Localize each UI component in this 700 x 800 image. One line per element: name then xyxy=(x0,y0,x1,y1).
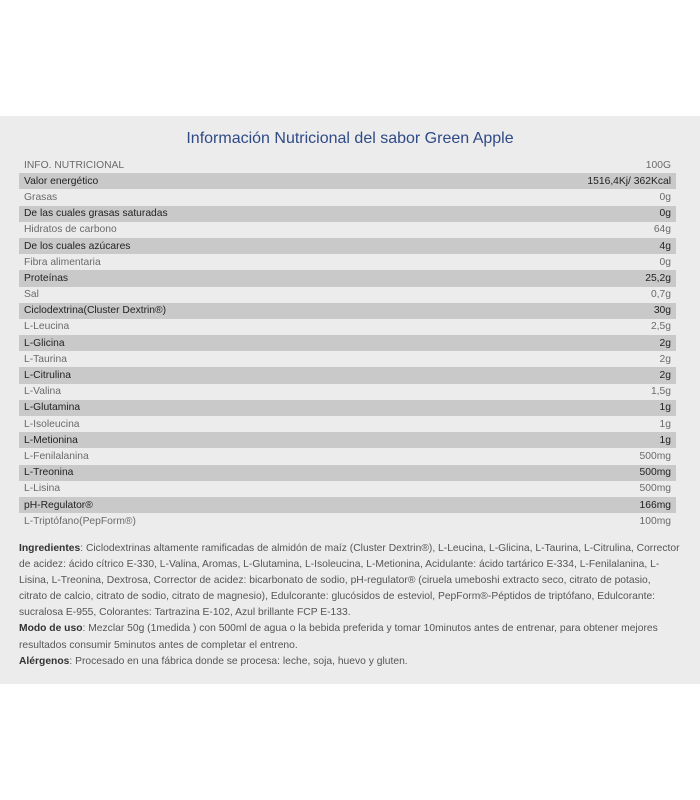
nutrient-label: De las cuales grasas saturadas xyxy=(24,208,168,220)
nutrient-value: 100mg xyxy=(639,515,671,527)
nutrient-value: 1g xyxy=(659,434,671,446)
nutrient-value: 0g xyxy=(659,208,671,220)
usage-label: Modo de uso xyxy=(19,623,83,635)
allergens-label: Alérgenos xyxy=(19,655,70,667)
nutrient-label: pH-Regulator® xyxy=(24,499,93,511)
table-row xyxy=(19,400,676,416)
nutrient-value: 500mg xyxy=(639,467,671,479)
nutrient-value: 1516,4Kj/ 362Kcal xyxy=(587,175,671,187)
nutrient-value: 0g xyxy=(659,191,671,203)
nutrient-label: De los cuales azúcares xyxy=(24,240,131,252)
table-row xyxy=(19,351,676,367)
table-header-value: 100G xyxy=(645,159,671,171)
nutrient-value: 500mg xyxy=(639,450,671,462)
nutrient-label: L-Glutamina xyxy=(24,402,81,414)
table-row xyxy=(19,238,676,254)
nutrient-value: 2g xyxy=(659,353,671,365)
allergens-paragraph xyxy=(19,654,681,670)
nutrient-label: L-Taurina xyxy=(24,353,67,365)
table-row xyxy=(19,448,676,464)
usage-text: : Mezclar 50g (1medida ) con 500ml de agua o la bebida preferida y tomar 10minutos antes de entrenar, para obtener mejores resultados consumir 5minutos antes de completar el entreno. xyxy=(19,623,658,651)
nutrient-label: Fibra alimentaria xyxy=(24,256,101,268)
ingredients-paragraph xyxy=(19,541,681,621)
product-notes xyxy=(19,541,681,670)
table-row xyxy=(19,367,676,383)
table-row xyxy=(19,270,676,286)
table-row xyxy=(19,287,676,303)
ingredients-text: : Ciclodextrinas altamente ramificadas de almidón de maíz (Cluster Dextrin®), L-Leucina, L-Glicina, L-Taurina, L-Citrulina, Corrector de acidez: ácido cítrico E-330, L-Valina, Aromas, L-Glutamina, L-Isoleucina, L-Metionina, Acidulante: ácido tartárico E-334, L-Fenilalanina, L-Lisina, L-Treonina, Dextrosa, Corrector de acidez: bicarbonato de sodio, pH-regulator® (ciruela umeboshi extracto seco, citrato de potasio, citrato de calcio, citrato de sodio, citrato de magnesio), Edulcorante: glucósidos de esteviol, PepForm®-Péptidos de triptófano, Edulcorante: sucralosa E-955, Colorantes: Tartrazina E-102, Azul brillante FCP E-133. xyxy=(19,543,680,619)
nutrient-label: Valor energético xyxy=(24,175,99,187)
nutrient-value: 2g xyxy=(659,337,671,349)
allergens-text: : Procesado en una fábrica donde se procesa: leche, soja, huevo y gluten. xyxy=(69,655,408,667)
nutrition-panel xyxy=(0,116,700,684)
table-row xyxy=(19,513,676,529)
table-header-label: INFO. NUTRICIONAL xyxy=(24,159,125,171)
table-row xyxy=(19,384,676,400)
table-row xyxy=(19,416,676,432)
nutrient-label: Sal xyxy=(24,289,39,301)
nutrient-value: 0g xyxy=(659,256,671,268)
nutrient-label: Hidratos de carbono xyxy=(24,224,117,236)
nutrient-value: 2,5g xyxy=(650,321,671,333)
nutrient-value: 64g xyxy=(653,224,671,236)
table-row xyxy=(19,465,676,481)
page-title: Información Nutricional del sabor Green Apple xyxy=(186,130,514,147)
nutrient-value: 1g xyxy=(659,418,671,430)
nutrient-value: 4g xyxy=(659,240,671,252)
nutrient-value: 500mg xyxy=(639,483,671,495)
nutrient-label: L-Metionina xyxy=(24,434,78,446)
nutrient-label: L-Treonina xyxy=(24,467,74,479)
table-row xyxy=(19,254,676,270)
nutrient-label: L-Citrulina xyxy=(24,370,71,382)
nutrient-label: L-Isoleucina xyxy=(24,418,80,430)
table-row xyxy=(19,319,676,335)
nutrient-label: Ciclodextrina(Cluster Dextrin®) xyxy=(24,305,167,317)
nutrient-label: L-Fenilalanina xyxy=(24,450,89,462)
table-row xyxy=(19,206,676,222)
nutrient-value: 166mg xyxy=(639,499,671,511)
usage-paragraph xyxy=(19,621,681,653)
table-row xyxy=(19,189,676,205)
nutrient-label: Proteínas xyxy=(24,272,69,284)
nutrient-value: 2g xyxy=(659,370,671,382)
nutrient-value: 1g xyxy=(659,402,671,414)
nutrient-label: Grasas xyxy=(24,191,58,203)
nutrient-label: L-Leucina xyxy=(24,321,70,333)
nutrient-label: L-Valina xyxy=(24,386,62,398)
table-header-row xyxy=(19,157,676,173)
table-row xyxy=(19,481,676,497)
table-row xyxy=(19,303,676,319)
ingredients-label: Ingredientes xyxy=(19,543,81,554)
nutrient-value: 30g xyxy=(653,305,671,317)
nutrient-value: 0,7g xyxy=(650,289,671,301)
table-row xyxy=(19,432,676,448)
nutrient-label: L-Triptófano(PepForm®) xyxy=(24,515,136,527)
table-row xyxy=(19,335,676,351)
nutrient-value: 25,2g xyxy=(645,272,671,284)
table-row xyxy=(19,222,676,238)
nutrient-value: 1,5g xyxy=(650,386,671,398)
nutrient-label: L-Glicina xyxy=(24,337,65,349)
table-row xyxy=(19,497,676,513)
table-row xyxy=(19,173,676,189)
nutrition-table xyxy=(19,157,676,529)
nutrient-label: L-Lisina xyxy=(24,483,61,495)
